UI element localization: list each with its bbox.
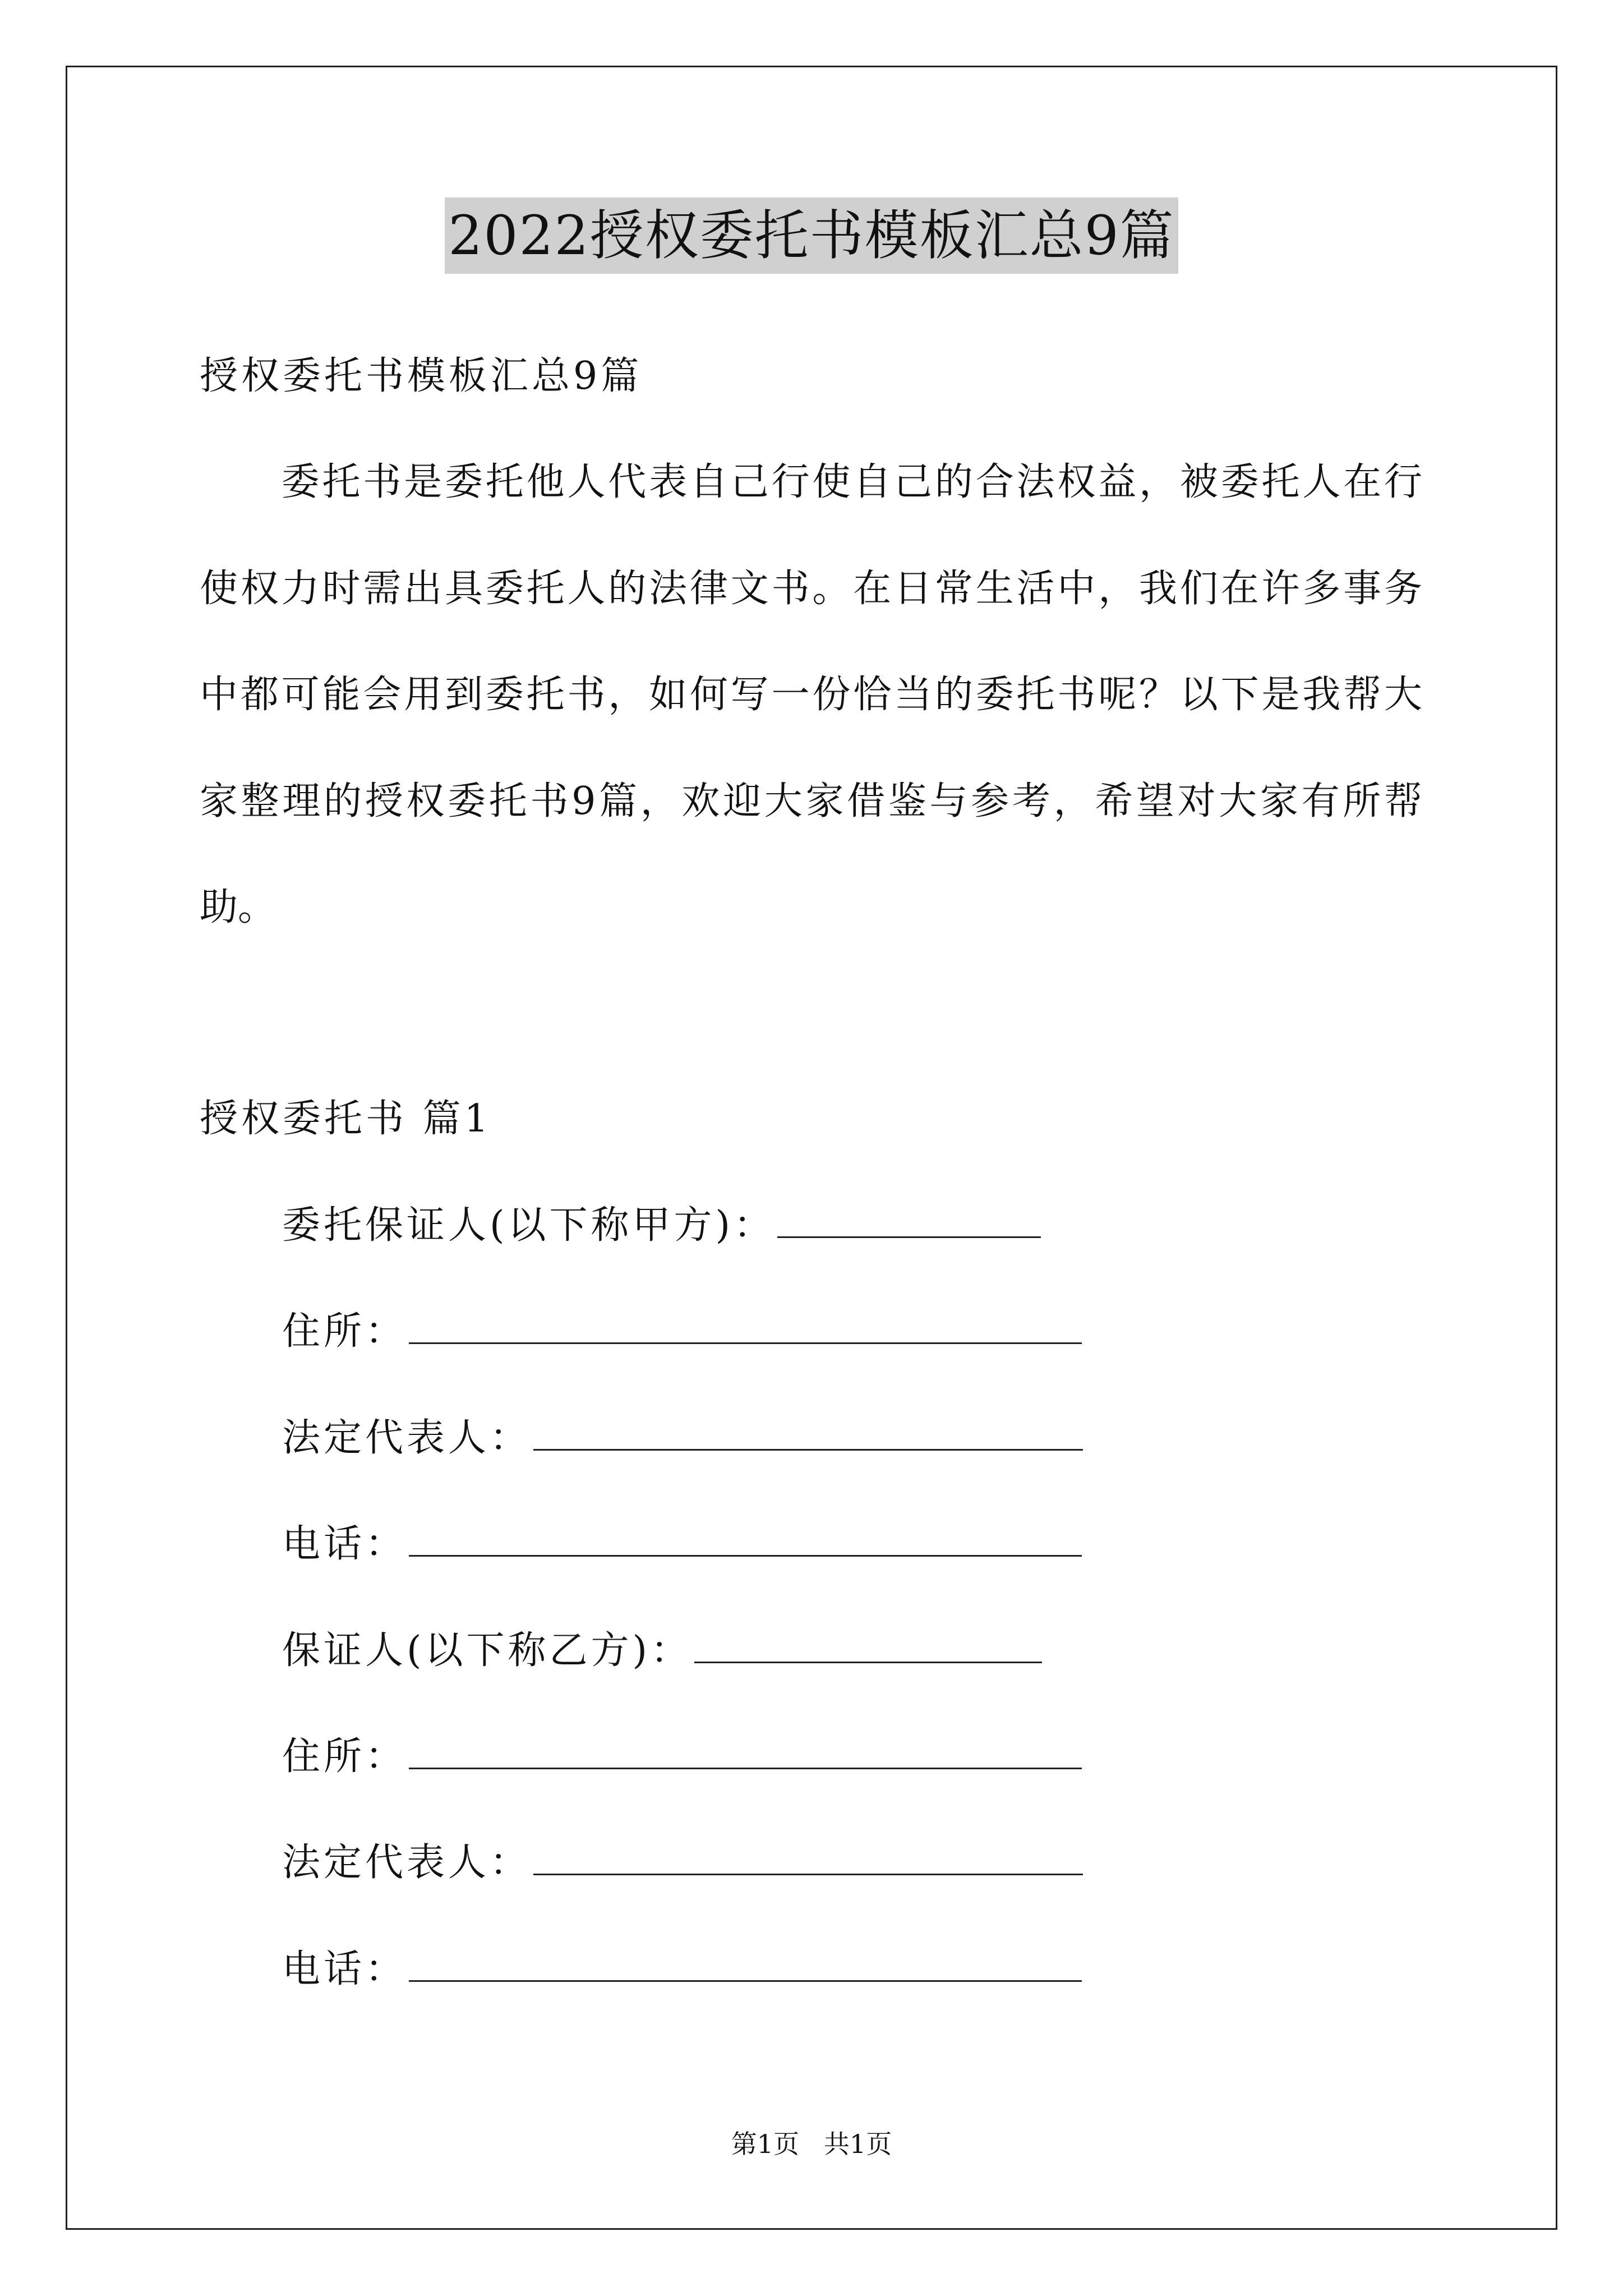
form-field-label: 住所： bbox=[282, 1309, 407, 1354]
form-blank-line[interactable] bbox=[409, 1521, 1082, 1557]
form-blank-line[interactable] bbox=[409, 1309, 1082, 1344]
form-field-guarantor bbox=[282, 1626, 1042, 1676]
form-blank-line[interactable] bbox=[533, 1415, 1083, 1451]
form-field-label: 电话： bbox=[282, 1947, 407, 1991]
form-field-label: 法定代表人： bbox=[282, 1416, 532, 1460]
intro-line-1: 委托书是委托他人代表自己行使自己的合法权益，被委托人在行 bbox=[200, 460, 1422, 504]
document-title: 2022授权委托书模板汇总9篇 bbox=[445, 197, 1178, 274]
form-field-principal bbox=[282, 1200, 1041, 1251]
form-blank-line[interactable] bbox=[409, 1947, 1082, 1982]
form-field-address-a bbox=[282, 1306, 1082, 1357]
form-field-label: 电话： bbox=[282, 1522, 407, 1566]
page-footer: 第1页 共1页 bbox=[731, 2129, 892, 2159]
form-field-phone-a bbox=[282, 1519, 1082, 1570]
intro-line-5: 助。 bbox=[200, 885, 276, 930]
intro-line-3: 中都可能会用到委托书，如何写一份恰当的委托书呢？以下是我帮大 bbox=[200, 673, 1422, 717]
form-field-label: 住所： bbox=[282, 1734, 407, 1779]
form-blank-line[interactable] bbox=[409, 1734, 1082, 1769]
intro-line-4: 家整理的授权委托书9篇，欢迎大家借鉴与参考，希望对大家有所帮 bbox=[200, 779, 1422, 823]
form-blank-line[interactable] bbox=[777, 1203, 1041, 1238]
form-blank-line[interactable] bbox=[533, 1840, 1083, 1875]
form-field-representative-a bbox=[282, 1413, 1083, 1464]
form-field-label: 委托保证人(以下称甲方)： bbox=[282, 1203, 776, 1248]
title-container bbox=[0, 197, 1623, 274]
intro-line-2: 使权力时需出具委托人的法律文书。在日常生活中，我们在许多事务 bbox=[200, 567, 1422, 611]
section-heading: 授权委托书 篇1 bbox=[200, 1097, 492, 1141]
form-field-label: 保证人(以下称乙方)： bbox=[282, 1628, 693, 1673]
form-blank-line[interactable] bbox=[694, 1628, 1042, 1663]
form-field-representative-b bbox=[282, 1838, 1083, 1888]
form-field-label: 法定代表人： bbox=[282, 1841, 532, 1885]
form-field-phone-b bbox=[282, 1944, 1082, 1995]
document-subtitle: 授权委托书模板汇总9篇 bbox=[200, 354, 643, 398]
form-field-address-b bbox=[282, 1732, 1082, 1782]
